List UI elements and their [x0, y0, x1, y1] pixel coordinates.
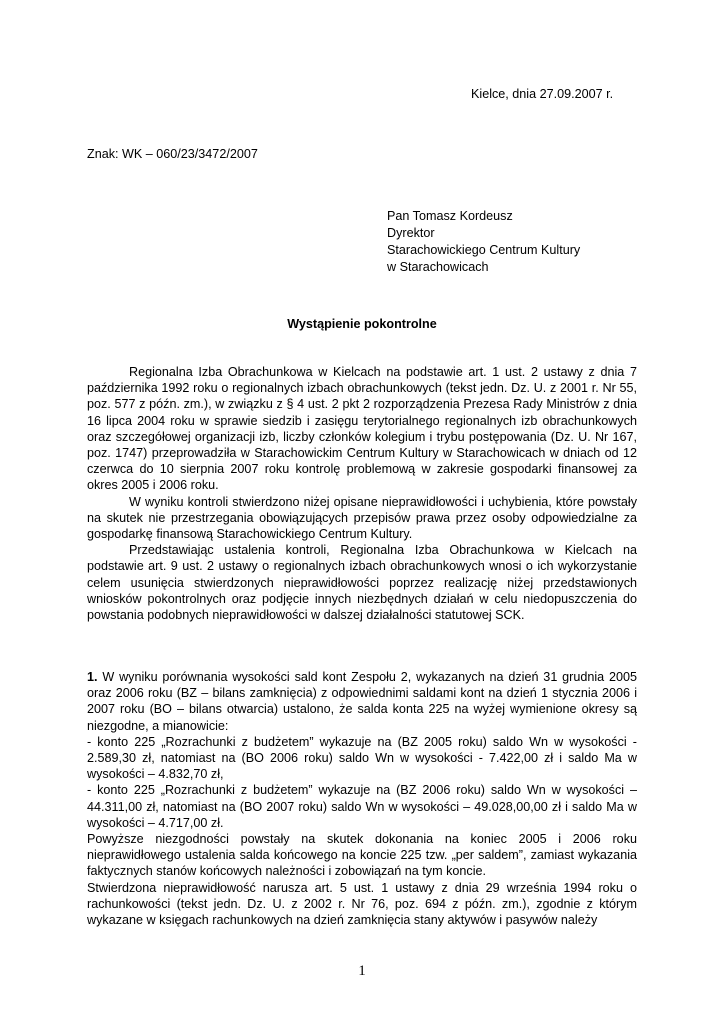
recipient-position: Dyrektor [387, 226, 435, 240]
finding-paragraph: Powyższe niezgodności powstały na skutek dokonania na koniec 2005 i 2006 roku nieprawidłowego ustalenia salda końcowego na koncie 225 tzw. „per saldem”, zamiast wykazania faktycznych stanów końcowych należności i zobowiązań na tym koncie. [87, 832, 637, 879]
intro-paragraph: W wyniku kontroli stwierdzono niżej opisane nieprawidłowości i uchybienia, które powstały na skutek nie przestrzegania obowiązujących przepisów prawa przez osoby odpowiedzialne za gospodarkę finansową Starachowickiego Centrum Kultury. [87, 494, 637, 542]
intro-paragraph: Przedstawiając ustalenia kontroli, Regionalna Izba Obrachunkowa w Kielcach na podstawie art. 9 ust. 2 ustawy o regionalnych izbach obrachunkowych wnosi o ich wykorzystanie celem usunięcia stwierdzonych nieprawidłowości poprzez realizację niżej przedstawionych wniosków pokontrolnych oraz podjęcie innych niezbędnych działań w celu niedopuszczenia do powstania podobnych nieprawidłowości w dalszej działalności statutowej SCK. [87, 543, 637, 623]
intro-section [87, 364, 637, 623]
finding-list-item: - konto 225 „Rozrachunki z budżetem” wykazuje na (BZ 2006 roku) saldo Wn w wysokości – 44.311,00 zł, natomiast na (BO 2007 roku) saldo Wn w wysokości – 49.028,00,00 zł i saldo Ma w wysokości – 4.717,00 zł. [87, 783, 637, 830]
recipient-name: Pan Tomasz Kordeusz [387, 209, 513, 223]
finding-lead-paragraph [87, 669, 637, 734]
finding-number: 1. [87, 670, 98, 684]
finding-paragraph: Stwierdzona nieprawidłowość narusza art. 5 ust. 1 ustawy z dnia 29 września 1994 roku o rachunkowości (tekst jedn. Dz. U. z 2002 r. Nr 76, poz. 694 z późn. zm.), zgodnie z którym wykazane w księgach rachunkowych na dzień zamknięcia stany aktywów i pasywów należy [87, 880, 637, 928]
reference-number: Znak: WK – 060/23/3472/2007 [87, 147, 258, 161]
finding-section-1 [87, 669, 637, 928]
recipient-location: w Starachowicach [387, 260, 489, 274]
recipient-organization: Starachowickiego Centrum Kultury [387, 243, 581, 257]
page-number: 1 [358, 963, 366, 979]
place-date: Kielce, dnia 27.09.2007 r. [471, 87, 614, 101]
recipient-address [387, 208, 580, 276]
document-title: Wystąpienie pokontrolne [287, 317, 437, 331]
finding-list-item: - konto 225 „Rozrachunki z budżetem” wykazuje na (BZ 2005 roku) saldo Wn w wysokości - 2.589,30 zł, natomiast na (BO 2006 roku) saldo Wn w wysokości - 7.422,00 zł i saldo Ma w wysokości – 4.832,70 zł, [87, 734, 637, 782]
finding-lead-text: W wyniku porównania wysokości sald kont Zespołu 2, wykazanych na dzień 31 grudnia 2005 oraz 2006 roku (BZ – bilans zamknięcia) z odpowiednimi saldami kont na dzień 1 stycznia 2006 i 2007 roku (BO – bilans otwarcia) ustalono, że salda konta 225 na wyżej wymienione okresy są niezgodne, a mianowicie: [87, 670, 638, 733]
intro-paragraph: Regionalna Izba Obrachunkowa w Kielcach na podstawie art. 1 ust. 2 ustawy z dnia 7 października 1992 roku o regionalnych izbach obrachunkowych (tekst jedn. Dz. U. z 2001 r. Nr 55, poz. 577 z późn. zm.), w związku z § 4 ust. 2 pkt 2 rozporządzenia Prezesa Rady Ministrów z dnia 16 lipca 2004 roku w sprawie siedzib i zasięgu terytorialnego regionalnych izb obrachunkowych oraz szczegółowej organizacji izb, liczby członków kolegium i trybu postępowania (Dz. U. Nr 167, poz. 1747) przeprowadziła w Starachowickim Centrum Kultury w Starachowicach w dniach od 12 czerwca do 10 sierpnia 2007 roku kontrolę problemową w zakresie gospodarki finansowej za okres 2005 i 2006 roku. [87, 365, 637, 493]
